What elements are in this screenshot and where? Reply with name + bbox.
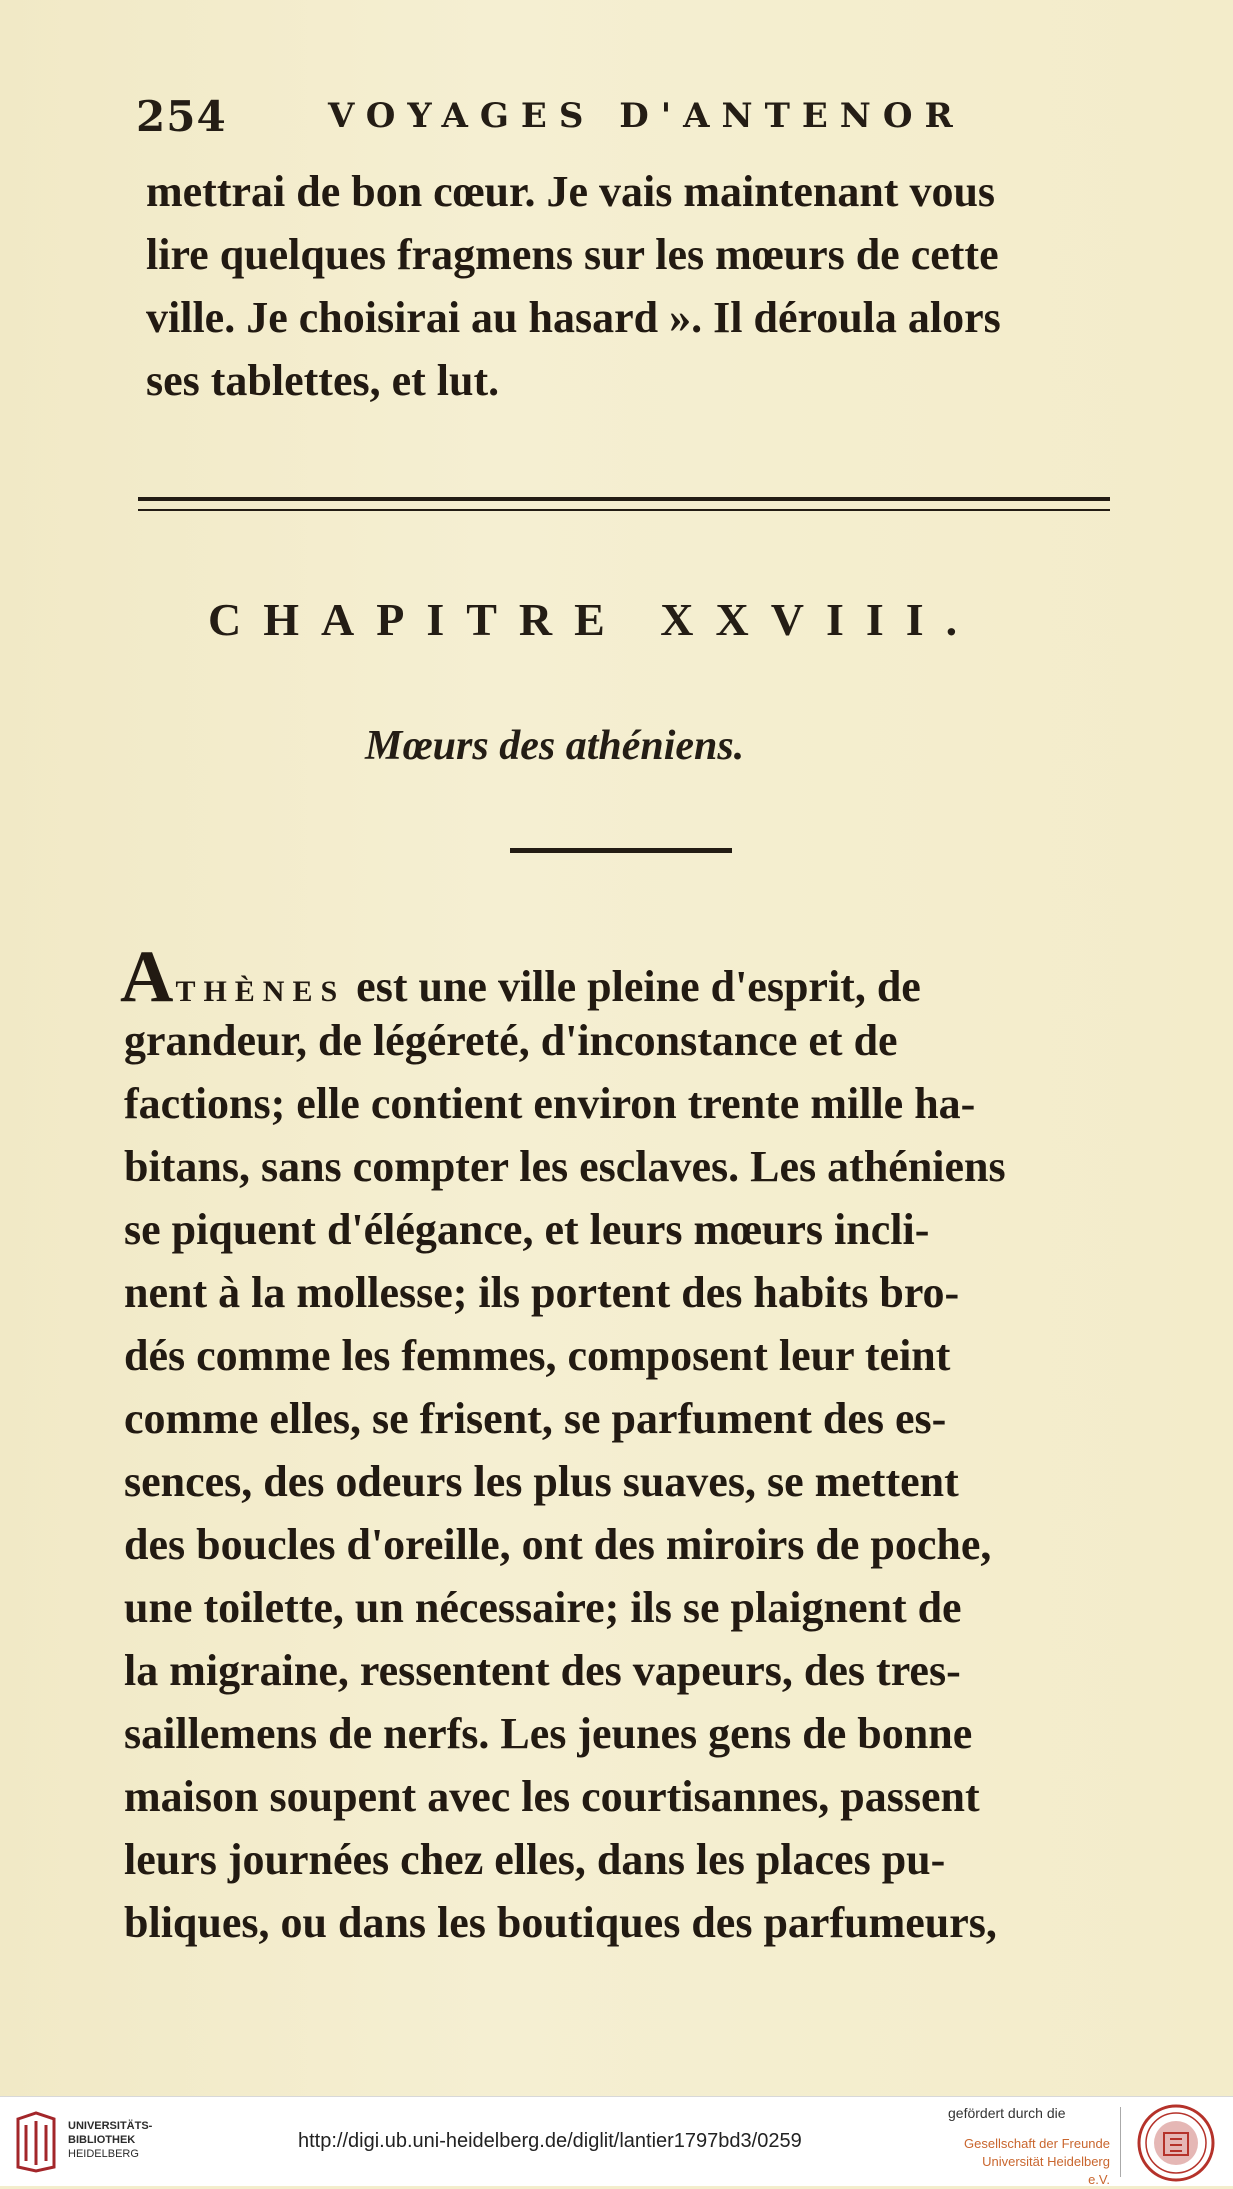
text-line: maison soupent avec les courtisannes, passent [124,1772,980,1821]
chapter-subtitle: Mœurs des athéniens. [365,723,745,769]
sponsor-name-line2: Universität Heidelberg e.V. [982,2154,1110,2187]
running-title: VOYAGES D'ANTENOR [328,96,965,136]
footer-divider [1120,2107,1121,2177]
text-line: bitans, sans compter les esclaves. Les athéniens [124,1142,1006,1191]
text-line: saillemens de nerfs. Les jeunes gens de bonne [124,1709,973,1758]
text-line: une toilette, un nécessaire; ils se plaignent de [124,1583,962,1632]
first-line [120,935,921,1020]
text-line: ville. Je choisirai au hasard ». Il déroula alors [146,293,1001,342]
library-logo-icon [12,2111,60,2173]
page-number: 254 [136,92,227,141]
text-line: dés comme les femmes, composent leur teint [124,1331,951,1380]
university-seal-icon [1136,2103,1216,2183]
text-line: ses tablettes, et lut. [146,356,500,405]
sponsor-name-line1: Gesellschaft der Freunde [964,2136,1110,2151]
text-line: lire quelques fragmens sur les mœurs de cette [146,230,999,279]
first-word-smallcaps: THÈNES [175,975,346,1008]
library-name-line1: UNIVERSITÄTS- [68,2120,153,2132]
chapter-title: CHAPITRE XXVIII. [208,594,980,645]
text-line: sences, des odeurs les plus suaves, se mettent [124,1457,959,1506]
library-name-line2: BIBLIOTHEK [68,2134,136,2146]
text-line: factions; elle contient environ trente mille ha- [124,1079,976,1128]
text-line: la migraine, ressentent des vapeurs, des tres- [124,1646,961,1695]
text-line: grandeur, de légéreté, d'inconstance et de [124,1016,898,1065]
section-rule [510,848,732,853]
text-line: leurs journées chez elles, dans les places pu- [124,1835,946,1884]
drop-cap: A [120,936,176,1018]
top-paragraph [146,166,1106,426]
text-line: se piquent d'élégance, et leurs mœurs incli- [124,1205,930,1254]
first-line-text: est une ville pleine d'esprit, de [345,962,921,1011]
double-rule-bottom [138,509,1110,511]
running-head [136,92,1086,152]
text-line: comme elles, se frisent, se parfument des es- [124,1394,947,1443]
permalink-url[interactable]: http://digi.ub.uni-heidelberg.de/diglit/lantier1797bd3/0259 [298,2130,802,2152]
library-name [68,2119,152,2161]
text-line: nent à la mollesse; ils portent des habits bro- [124,1268,960,1317]
library-name-line3: HEIDELBERG [68,2148,139,2160]
sponsor-name [960,2135,1110,2189]
double-rule-top [138,497,1110,501]
sponsor-caption: gefördert durch die [948,2105,1066,2121]
text-line: bliques, ou dans les boutiques des parfumeurs, [124,1898,997,1947]
viewer-footer [0,2096,1233,2186]
text-line: des boucles d'oreille, ont des miroirs de poche, [124,1520,992,1569]
text-line: mettrai de bon cœur. Je vais maintenant vous [146,167,996,216]
body-paragraph [120,935,1110,1995]
